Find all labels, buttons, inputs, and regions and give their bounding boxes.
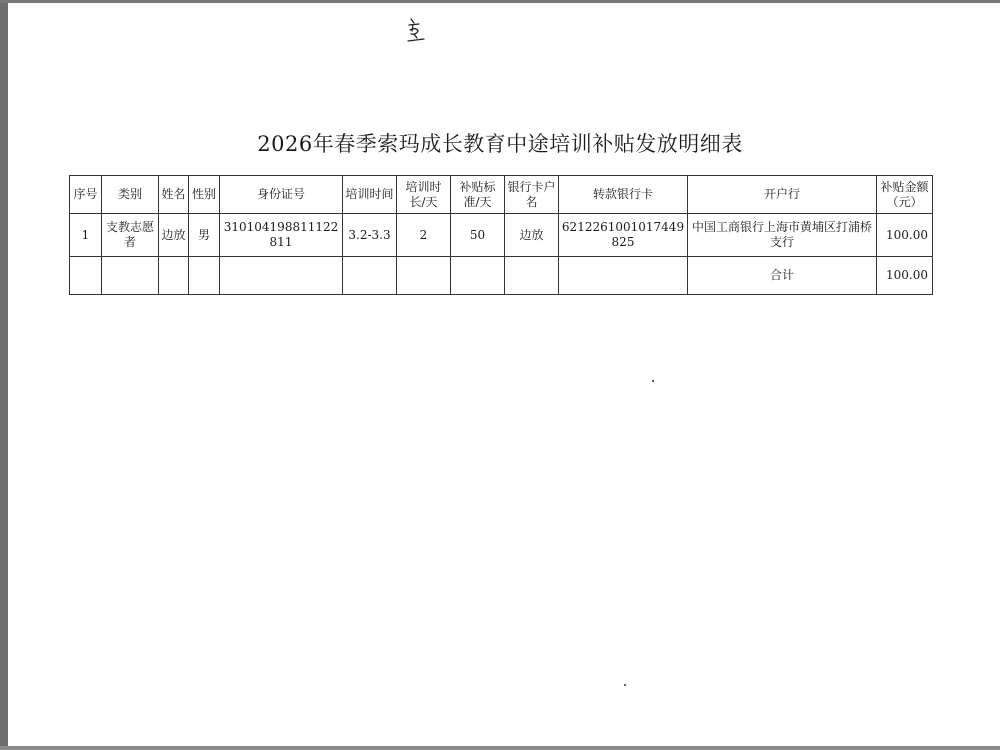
header-cell: 培训时长/天 (397, 176, 451, 214)
scan-speck (624, 684, 626, 686)
cell-training-days: 2 (397, 214, 451, 257)
cell-training-dates: 3.2-3.3 (343, 214, 397, 257)
header-cell: 培训时间 (343, 176, 397, 214)
handwritten-mark (404, 16, 426, 44)
table-header-row (70, 176, 933, 214)
cell-account-holder: 边放 (505, 214, 559, 257)
cell-id-number: 310104198811122811 (220, 214, 343, 257)
cell-daily-rate: 50 (451, 214, 505, 257)
empty-cell (451, 257, 505, 295)
scan-speck (652, 380, 654, 382)
empty-cell (343, 257, 397, 295)
header-cell: 序号 (70, 176, 102, 214)
header-cell: 身份证号 (220, 176, 343, 214)
table-row (70, 214, 933, 257)
subsidy-table (69, 175, 933, 295)
empty-cell (505, 257, 559, 295)
header-cell: 性别 (189, 176, 220, 214)
header-cell: 姓名 (159, 176, 189, 214)
header-cell: 类别 (102, 176, 159, 214)
empty-cell (220, 257, 343, 295)
scan-shadow-top (0, 0, 1000, 3)
cell-bank-card: 6212261001017449825 (559, 214, 688, 257)
cell-bank-branch: 中国工商银行上海市黄埔区打浦桥支行 (688, 214, 877, 257)
document-title: 2026年春季索玛成长教育中途培训补贴发放明细表 (257, 132, 743, 156)
cell-gender: 男 (189, 214, 220, 257)
scan-shadow-left (0, 0, 8, 750)
empty-cell (70, 257, 102, 295)
scan-shadow-bottom (0, 746, 1000, 750)
header-cell: 银行卡户名 (505, 176, 559, 214)
header-cell: 补贴标准/天 (451, 176, 505, 214)
header-cell: 开户行 (688, 176, 877, 214)
cell-category: 支教志愿者 (102, 214, 159, 257)
cell-name: 边放 (159, 214, 189, 257)
cell-index: 1 (70, 214, 102, 257)
empty-cell (159, 257, 189, 295)
total-row (70, 257, 933, 295)
empty-cell (559, 257, 688, 295)
total-label: 合计 (688, 257, 877, 295)
header-cell: 转款银行卡 (559, 176, 688, 214)
total-amount: 100.00 (877, 257, 933, 295)
header-cell: 补贴金额（元） (877, 176, 933, 214)
cell-amount: 100.00 (877, 214, 933, 257)
empty-cell (397, 257, 451, 295)
empty-cell (189, 257, 220, 295)
empty-cell (102, 257, 159, 295)
